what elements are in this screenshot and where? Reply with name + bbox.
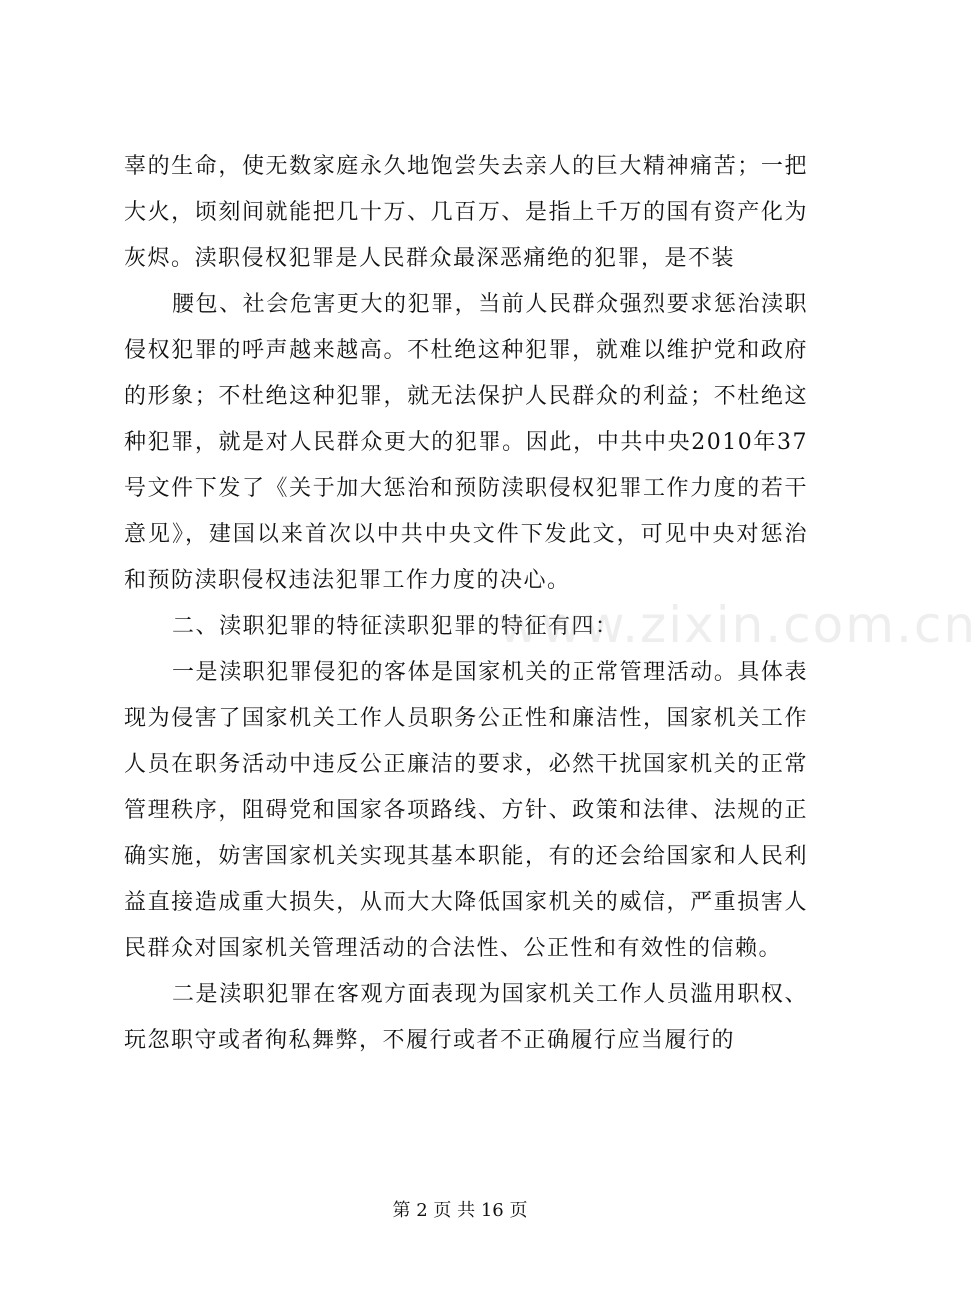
paragraph-public-demand: 腰包、社会危害更大的犯罪，当前人民群众强烈要求惩治渎职侵权犯罪的呼声越来越高。不杜绝这种犯罪，就难以维护党和政府的形象；不杜绝这种犯罪，就无法保护人民群众的利益；不杜绝这种犯罪，就是对人民群众更大的犯罪。因此，中共中央2010年37号文件下发了《关于加大惩治和预防渎职侵权犯罪工作力度的若干意见》，建国以来首次以中共中央文件下发此文，可见中央对惩治和预防渎职侵权违法犯罪工作力度的决心。 bbox=[124, 292, 808, 593]
page-number-footer: 第 2 页 共 16 页 bbox=[392, 1200, 528, 1221]
paragraph-feature-two: 二是渎职犯罪在客观方面表现为国家机关工作人员滥用职权、玩忽职守或者徇私舞弊，不履行或者不正确履行应当履行的 bbox=[124, 982, 808, 1053]
paragraph-continuation: 辜的生命，使无数家庭永久地饱尝失去亲人的巨大精神痛苦；一把大火，顷刻间就能把几十万、几百万、是指上千万的国有资产化为灰烬。渎职侵权犯罪是人民群众最深恶痛绝的犯罪，是不装 bbox=[124, 154, 808, 271]
paragraph-feature-one: 一是渎职犯罪侵犯的客体是国家机关的正常管理活动。具体表现为侵害了国家机关工作人员职务公正性和廉洁性，国家机关工作人员在职务活动中违反公正廉洁的要求，必然干扰国家机关的正常管理秩序，阻碍党和国家各项路线、方针、政策和法律、法规的正确实施，妨害国家机关实现其基本职能，有的还会给国家和人民利益直接造成重大损失，从而大大降低国家机关的威信，严重损害人民群众对国家机关管理活动的合法性、公正性和有效性的信赖。 bbox=[124, 660, 808, 961]
watermark: www.zixin.com.cn bbox=[498, 596, 977, 654]
section-heading-features: 二、渎职犯罪的特征渎职犯罪的特征有四： bbox=[172, 614, 619, 639]
